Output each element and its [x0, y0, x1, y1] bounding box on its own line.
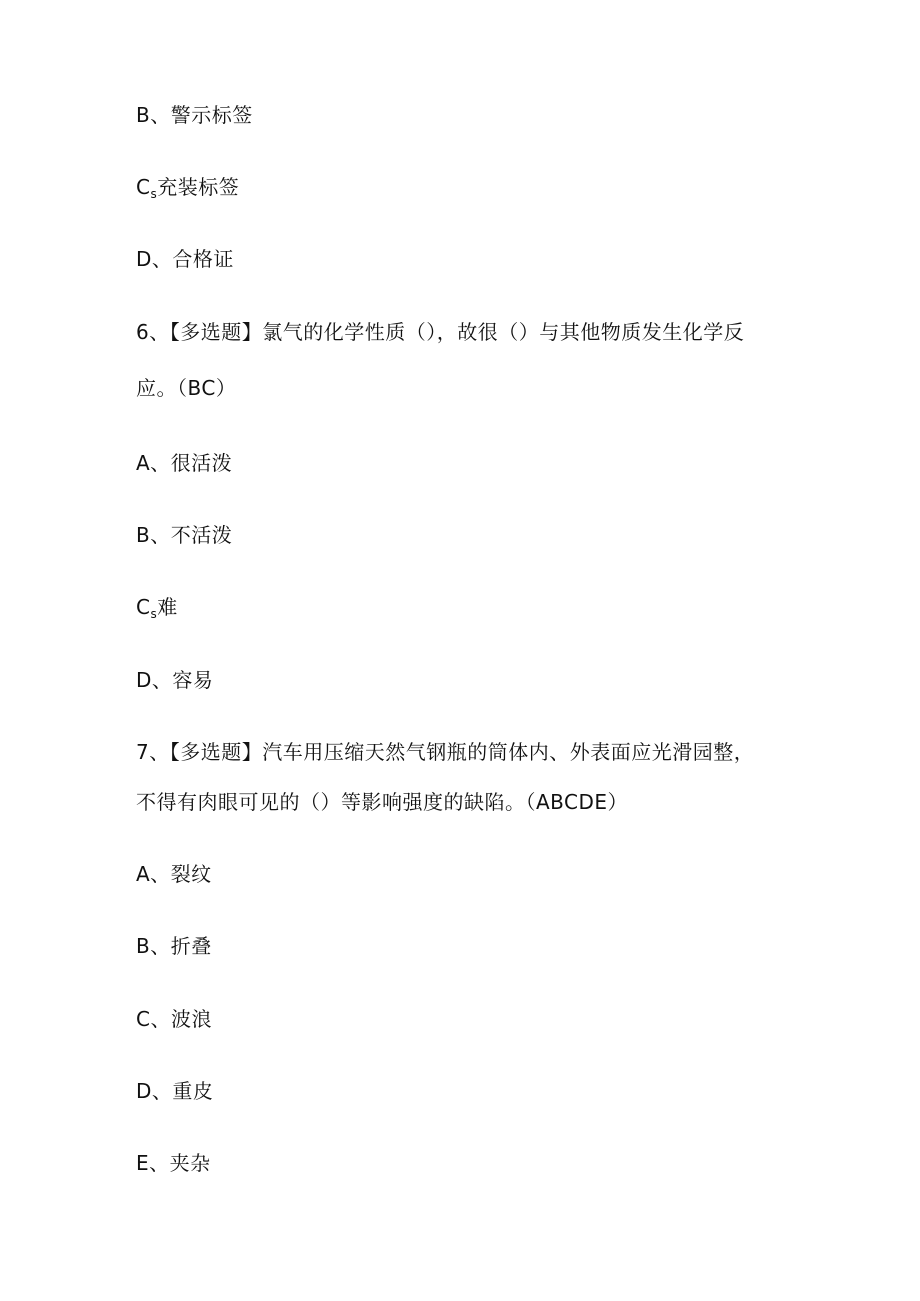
- option-d-line: [136, 666, 213, 694]
- option-b-line: [136, 932, 212, 960]
- option-label: C、: [136, 1007, 171, 1031]
- option-label: A、: [136, 862, 171, 886]
- option-c-line: [136, 173, 239, 204]
- option-label: D、: [136, 668, 173, 692]
- option-label: D、: [136, 247, 173, 271]
- option-label-sub: s: [150, 607, 158, 621]
- question-number: 7、: [136, 740, 170, 764]
- option-text: 合格证: [172, 247, 234, 271]
- option-text: 夹杂: [169, 1151, 211, 1175]
- option-text: 不活泼: [170, 523, 233, 547]
- option-label-sub: s: [150, 187, 158, 201]
- option-b-line: [136, 101, 253, 129]
- option-text: 充装标签: [157, 175, 240, 199]
- option-text: 折叠: [170, 934, 212, 958]
- option-text: 警示标签: [170, 103, 253, 127]
- option-label: B、: [136, 934, 171, 958]
- option-text: 容易: [172, 668, 214, 692]
- question-text: 不得有肉眼可见的（）等影响强度的缺陷。（ABCDE）: [136, 790, 629, 814]
- option-d-line: [136, 1077, 213, 1105]
- option-label: E、: [136, 1151, 170, 1175]
- option-c-line: [136, 593, 178, 624]
- question-6-line-1: [136, 318, 744, 346]
- option-label: C: [136, 595, 151, 619]
- option-e-line: [136, 1149, 211, 1177]
- option-label: B、: [136, 103, 171, 127]
- option-text: 难: [157, 595, 178, 619]
- option-b-line: [136, 521, 232, 549]
- option-label: A、: [136, 451, 171, 475]
- question-number: 6、: [136, 320, 170, 344]
- option-text: 波浪: [170, 1007, 212, 1031]
- option-c-line: [136, 1005, 212, 1033]
- option-text: 重皮: [172, 1079, 214, 1103]
- question-7-line-2: [136, 788, 628, 816]
- option-text: 裂纹: [170, 862, 212, 886]
- question-7-line-1: [136, 738, 754, 766]
- question-6-line-2: [136, 374, 236, 402]
- question-text: 【多选题】氯气的化学性质（），故很（）与其他物质发生化学反: [169, 320, 745, 344]
- option-label: B、: [136, 523, 171, 547]
- question-text: 【多选题】汽车用压缩天然气钢瓶的筒体内、外表面应光滑园整，: [169, 740, 755, 764]
- option-a-line: [136, 449, 232, 477]
- option-d-line: [136, 245, 234, 273]
- option-a-line: [136, 860, 212, 888]
- option-label: C: [136, 175, 151, 199]
- option-label: D、: [136, 1079, 173, 1103]
- option-text: 很活泼: [170, 451, 233, 475]
- question-text: 应。（BC）: [136, 376, 237, 400]
